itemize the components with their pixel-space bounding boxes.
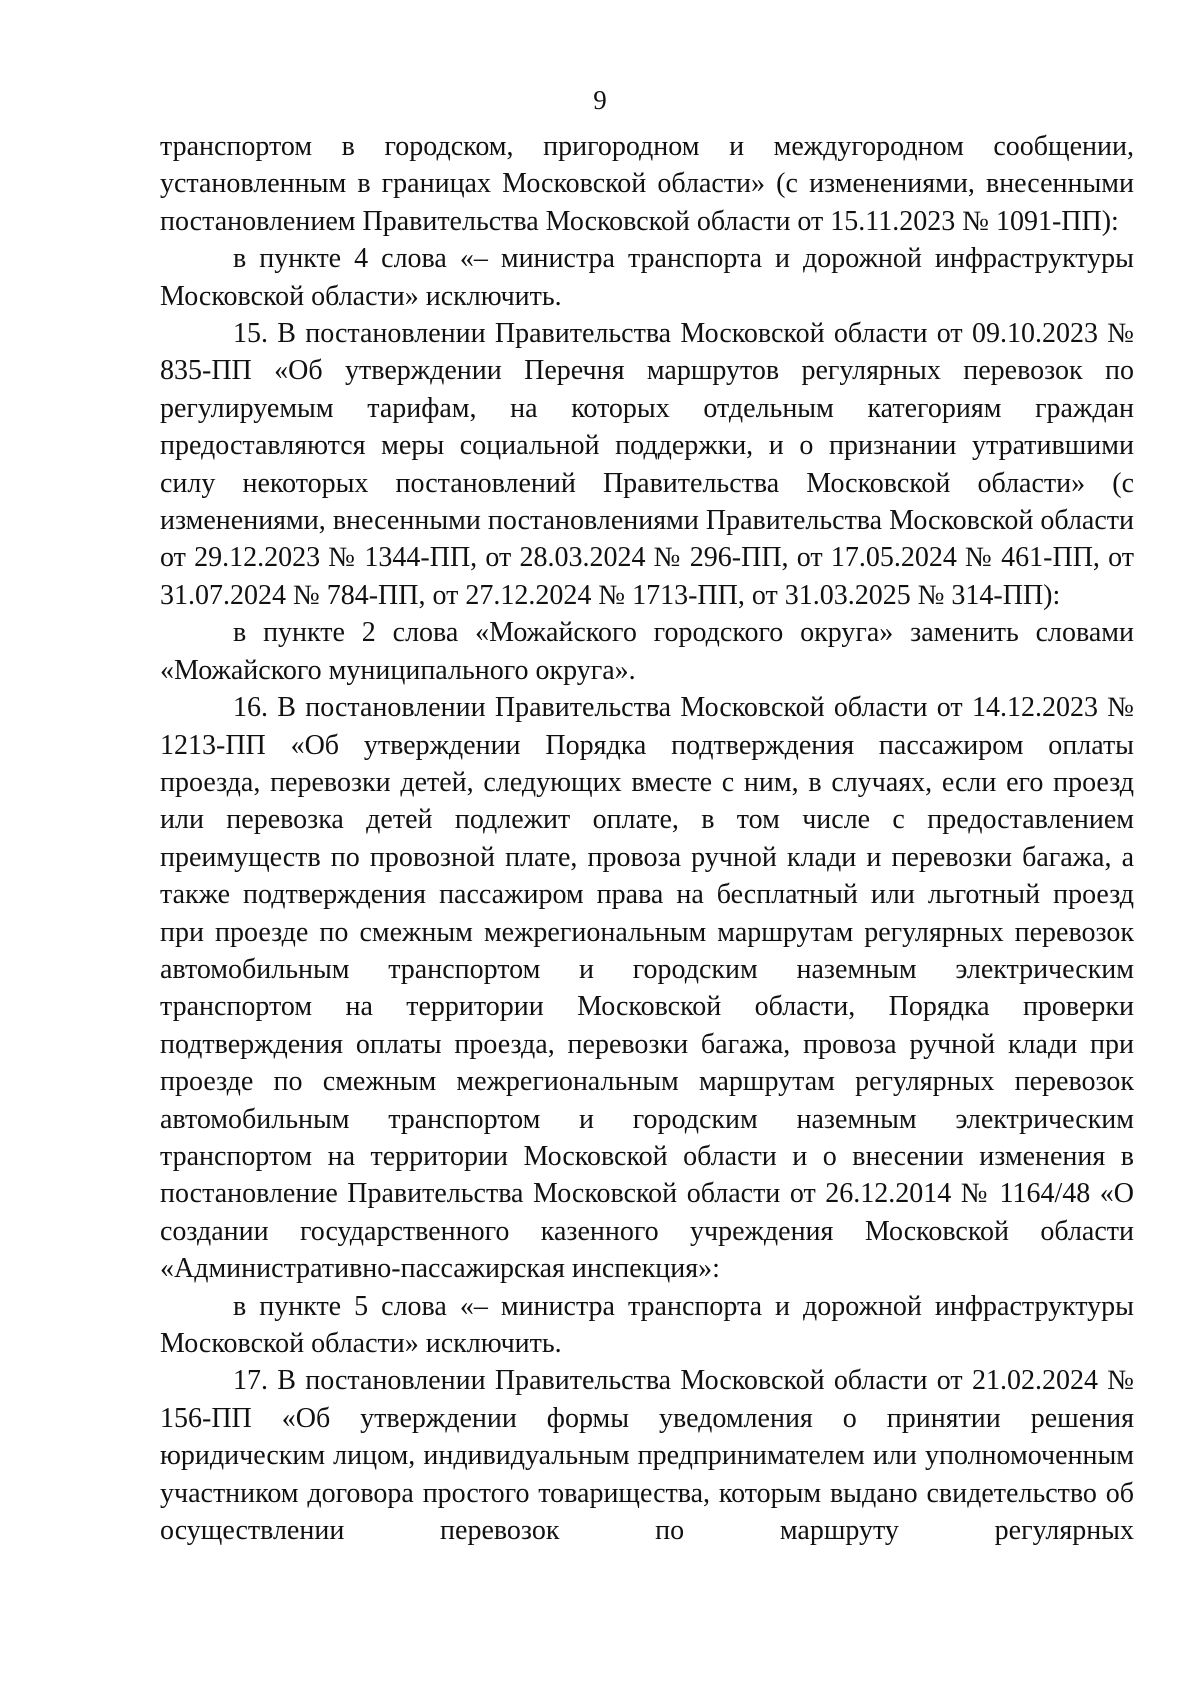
paragraph-item-16-amendment: в пункте 5 слова «– министра транспорта и дорожной инфраструктуры Московской области» исключить.: [160, 1290, 1134, 1359]
paragraph-item-17: 17. В постановлении Правительства Московской области от 21.02.2024 № 156-ПП «Об утверждении формы уведомления о принятии решения юридическим лицом, индивидуальным предпринимателем или уполномоченным участником договора простого товарищества, которым выдано свидетельство об осуществлении перевозок по маршруту регулярных: [160, 1365, 1134, 1547]
paragraph-item-15-amendment: в пункте 2 слова «Можайского городского округа» заменить словами «Можайского муниципального округа».: [160, 617, 1134, 686]
document-body: [160, 128, 1134, 1549]
paragraph-item-14-amendment: в пункте 4 слова «– министра транспорта и дорожной инфраструктуры Московской области» исключить.: [160, 243, 1134, 312]
paragraph-item-16: 16. В постановлении Правительства Московской области от 14.12.2023 № 1213-ПП «Об утверждении Порядка подтверждения пассажиром оплаты проезда, перевозки детей, следующих вместе с ним, в случаях, если его проезд или перевозка детей подлежит оплате, в том числе с предоставлением преимуществ по провозной плате, провоза ручной клади и перевозки багажа, а также подтверждения пассажиром права на бесплатный или льготный проезд при проезде по смежным межрегиональным маршрутам регулярных перевозок автомобильным транспортом и городским наземным электрическим транспортом на территории Московской области, Порядка проверки подтверждения оплаты проезда, перевозки багажа, провоза ручной клади при проезде по смежным межрегиональным маршрутам регулярных перевозок автомобильным транспортом и городским наземным электрическим транспортом на территории Московской области и о внесении изменения в постановление Правительства Московской области от 26.12.2014 № 1164/48 «О создании государственного казенного учреждения Московской области «Административно-пассажирская инспекция»:: [160, 692, 1134, 1285]
paragraph-item-15: 15. В постановлении Правительства Московской области от 09.10.2023 № 835-ПП «Об утверждении Перечня маршрутов регулярных перевозок по регулируемым тарифам, на которых отдельным категориям граждан предоставляются меры социальной поддержки, и о признании утратившими силу некоторых постановлений Правительства Московской области» (с изменениями, внесенными постановлениями Правительства Московской области от 29.12.2023 № 1344-ПП, от 28.03.2024 № 296-ПП, от 17.05.2024 № 461-ПП, от 31.07.2024 № 784-ПП, от 27.12.2024 № 1713-ПП, от 31.03.2025 № 314-ПП):: [160, 318, 1134, 611]
page-number: 9: [593, 85, 607, 115]
paragraph-continuation: транспортом в городском, пригородном и междугородном сообщении, установленным в границах Московской области» (с изменениями, внесенными постановлением Правительства Московской области от 15.11.2023 № 1091-ПП):: [160, 131, 1134, 237]
